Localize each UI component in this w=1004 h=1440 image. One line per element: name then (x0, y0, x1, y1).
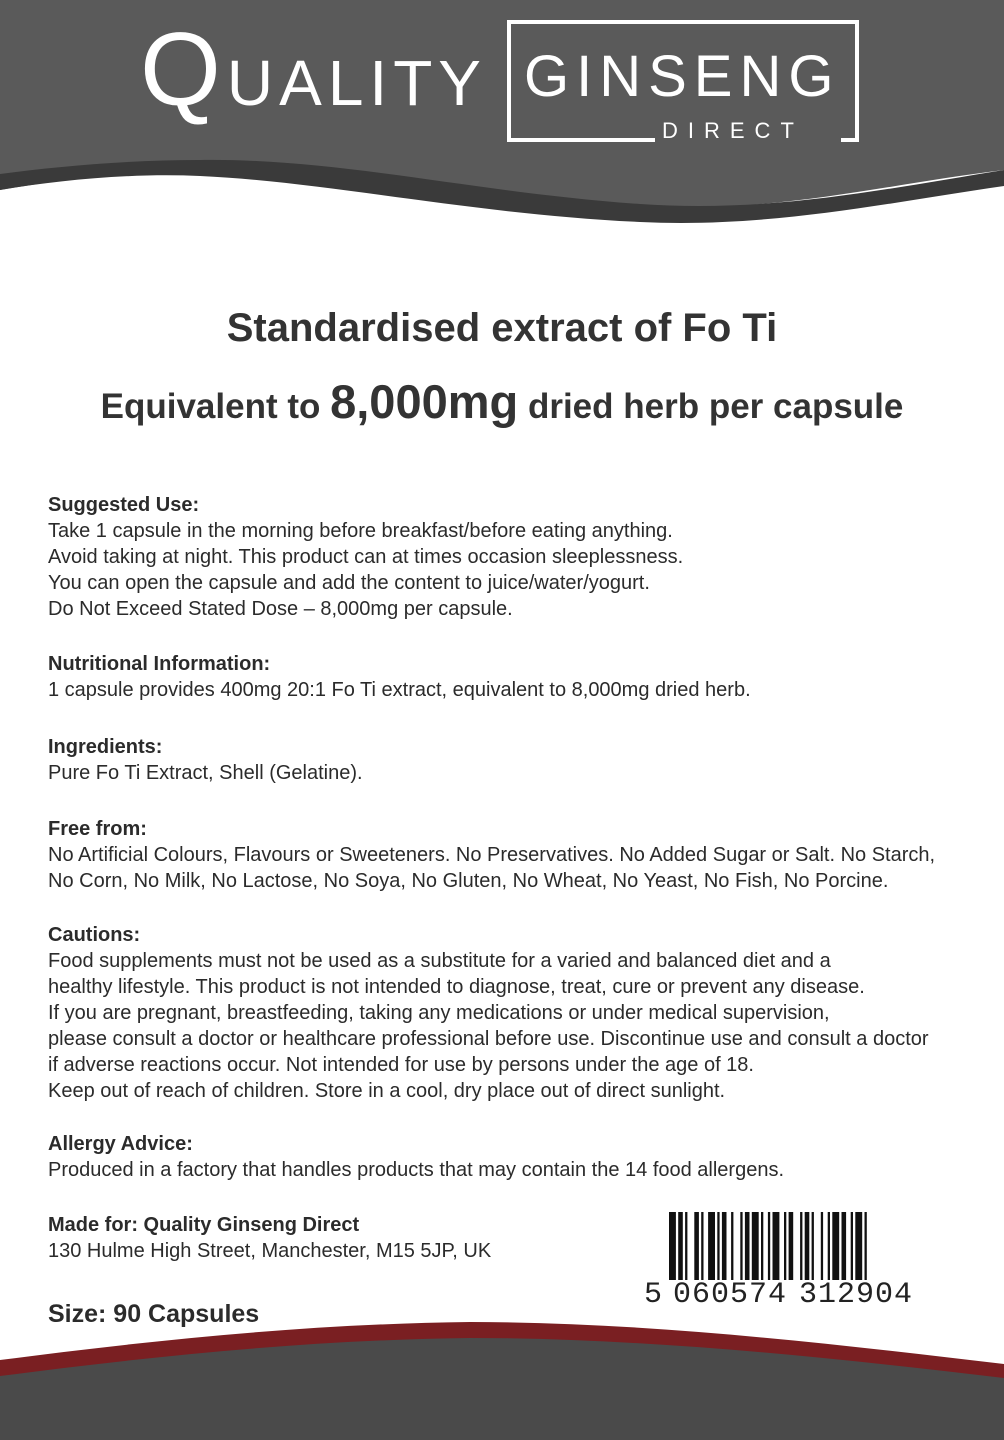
section-line: 1 capsule provides 400mg 20:1 Fo Ti extract, equivalent to 8,000mg dried herb. (48, 679, 751, 701)
section-line: Produced in a factory that handles products that may contain the 14 food allergens. (48, 1159, 785, 1181)
barcode-bar (789, 1212, 794, 1280)
made-for-section (48, 1212, 608, 1264)
barcode-bar (784, 1212, 786, 1280)
barcode-bar (745, 1212, 750, 1280)
footer-banner (0, 1320, 1004, 1440)
brand-logo-box-edge (841, 138, 859, 142)
barcode-bar (821, 1212, 823, 1280)
barcode-bar (768, 1212, 770, 1280)
barcode-bar (832, 1212, 839, 1280)
barcode-bar (722, 1212, 727, 1280)
barcode-bar (805, 1212, 810, 1280)
section-line: If you are pregnant, breastfeeding, taking any medications or under medical supervision, (48, 1002, 830, 1024)
address-line: 130 Hulme High Street, Manchester, M15 5JP, UK (48, 1240, 492, 1262)
barcode-bar (669, 1212, 676, 1280)
suggested-use-section (48, 492, 968, 622)
nutritional-information-section (48, 651, 968, 703)
barcode-bar (842, 1212, 847, 1280)
section-line: Food supplements must not be used as a substitute for a varied and balanced diet and a (48, 950, 831, 972)
section-heading: Ingredients: (48, 736, 163, 758)
barcode-bar (731, 1212, 733, 1280)
section-line: if adverse reactions occur. Not intended for use by persons under the age of 18. (48, 1054, 754, 1076)
section-heading: Allergy Advice: (48, 1133, 193, 1155)
section-line: No Corn, No Milk, No Lactose, No Soya, No Gluten, No Wheat, No Yeast, No Fish, No Porcine. (48, 870, 889, 892)
barcode-bar (865, 1212, 867, 1280)
section-line: No Artificial Colours, Flavours or Sweeteners. No Preservatives. No Added Sugar or Salt. No Starch, (48, 844, 936, 866)
barcode-bar (685, 1212, 687, 1280)
barcode-bar (855, 1212, 862, 1280)
barcode-bar (851, 1212, 853, 1280)
section-line: Take 1 capsule in the morning before breakfast/before eating anything. (48, 520, 673, 542)
section-line: You can open the capsule and add the content to juice/water/yogurt. (48, 572, 650, 594)
barcode-bar (800, 1212, 802, 1280)
section-heading: Suggested Use: (48, 494, 200, 516)
barcode-digits: 5 060574 312904 (644, 1278, 914, 1312)
brand-logo-direct: DIRECT (662, 118, 804, 143)
brand-logo-ginseng: GINSENG (524, 44, 841, 109)
section-heading: Nutritional Information: (48, 653, 271, 675)
brand-logo-box-edge (507, 138, 655, 142)
size-label: Size: 90 Capsules (48, 1300, 260, 1328)
section-line: Avoid taking at night. This product can at times occasion sleeplessness. (48, 546, 684, 568)
brand-logo-quality: QUALITY (140, 12, 487, 128)
dose-amount: 8,000mg (330, 375, 519, 428)
barcode-bar (694, 1212, 699, 1280)
section-heading: Cautions: (48, 924, 141, 946)
free-from-section (48, 816, 968, 894)
product-subtitle: Equivalent to 8,000mg dried herb per capsule (100, 375, 904, 428)
ingredients-section (48, 734, 968, 786)
barcode-bar (701, 1212, 703, 1280)
barcode-bar (678, 1212, 683, 1280)
barcode-bar (761, 1212, 763, 1280)
allergy-advice-section (48, 1131, 968, 1183)
section-line: healthy lifestyle. This product is not intended to diagnose, treat, cure or prevent any disease. (48, 976, 865, 998)
product-title: Standardised extract of Fo Ti (226, 306, 778, 350)
barcode-bar (740, 1212, 742, 1280)
barcode-bar (828, 1212, 830, 1280)
barcode-bar (773, 1212, 780, 1280)
barcode-bar (717, 1212, 719, 1280)
section-line: please consult a doctor or healthcare professional before use. Discontinue use and consult a doctor (48, 1028, 929, 1050)
section-line: Do Not Exceed Stated Dose – 8,000mg per capsule. (48, 598, 513, 620)
barcode-bar (708, 1212, 715, 1280)
barcode-bar (812, 1212, 814, 1280)
section-heading: Free from: (48, 818, 147, 840)
section-heading: Made for: Quality Ginseng Direct (48, 1214, 360, 1236)
barcode-bar (752, 1212, 759, 1280)
section-line: Pure Fo Ti Extract, Shell (Gelatine). (48, 762, 363, 784)
cautions-section (48, 922, 968, 1104)
section-line: Keep out of reach of children. Store in a cool, dry place out of direct sunlight. (48, 1080, 726, 1102)
